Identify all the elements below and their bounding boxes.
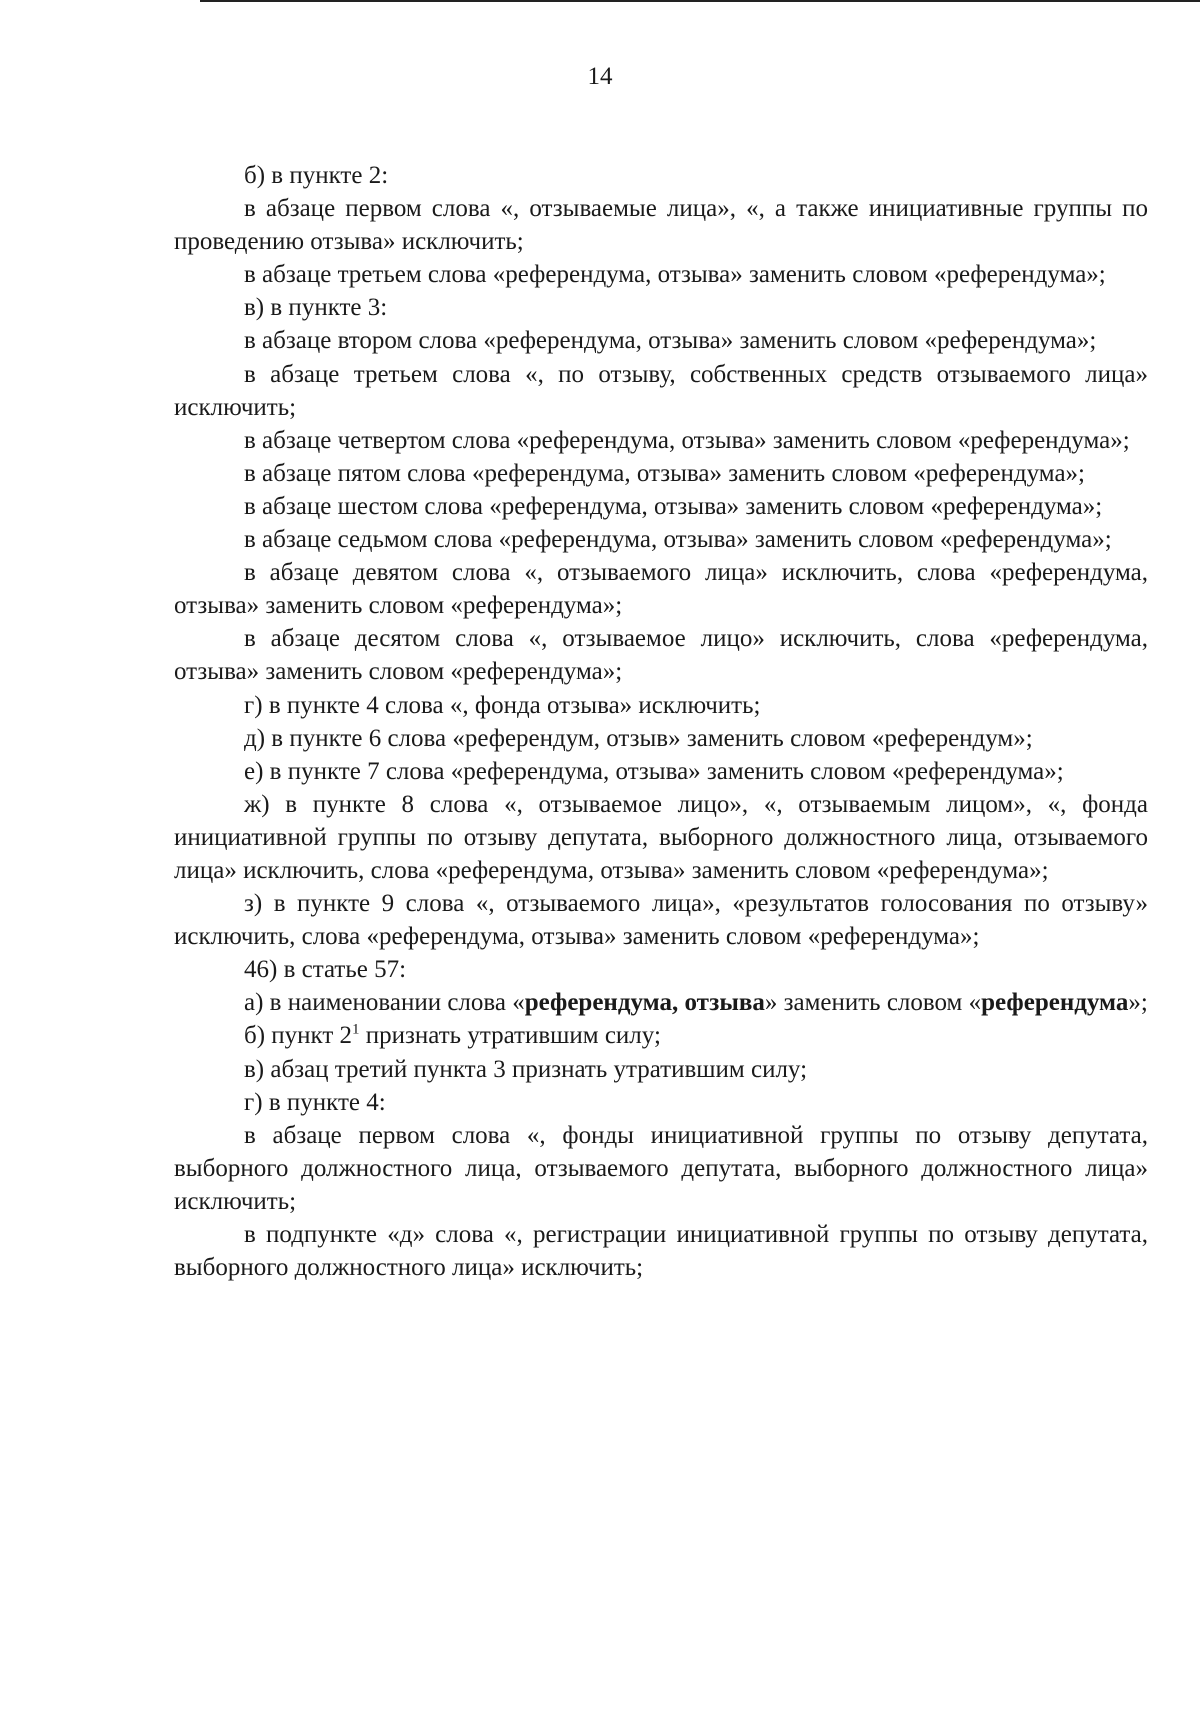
paragraph: з) в пункте 9 слова «, отзываемого лица», «результатов голосования по отзыву» исключить, слова «референдума, отзыва» заменить словом «референдума»; <box>174 890 1148 951</box>
paragraph: в) в пункте 3: <box>244 294 388 322</box>
page-number: 14 <box>587 63 613 90</box>
text-segment: »; <box>1128 989 1148 1017</box>
superscript: 1 <box>352 1022 360 1039</box>
paragraph: в абзаце шестом слова «референдума, отзыва» заменить словом «референдума»; <box>244 492 1103 520</box>
paragraph: в абзаце пятом слова «референдума, отзыва» заменить словом «референдума»; <box>244 459 1086 487</box>
article-heading-paragraph: 46) в статье 57: <box>244 956 407 984</box>
paragraph: в абзаце третьем слова «референдума, отзыва» заменить словом «референдума»; <box>244 261 1106 289</box>
paragraph: в абзаце третьем слова «, по отзыву, собственных средств отзываемого лица» исключить; <box>174 360 1148 421</box>
text-segment: а) в наименовании слова « <box>244 989 525 1017</box>
paragraph: г) в пункте 4 слова «, фонда отзыва» исключить; <box>244 691 761 719</box>
text-segment: » заменить словом « <box>764 989 982 1017</box>
paragraph: в абзаце первом слова «, фонды инициативной группы по отзыву депутата, выборного должностного лица, отзываемого депутата, выборного должностного лица» исключить; <box>174 1121 1148 1215</box>
paragraph: б) в пункте 2: <box>244 162 389 189</box>
text-segment: признать утратившим силу; <box>359 1022 661 1050</box>
paragraph: в абзаце девятом слова «, отзываемого лица» исключить, слова «референдума, отзыва» заменить словом «референдума»; <box>174 559 1148 620</box>
paragraph: в абзаце втором слова «референдума, отзыва» заменить словом «референдума»; <box>244 327 1097 355</box>
paragraph: ж) в пункте 8 слова «, отзываемое лицо», «, отзываемым лицом», «, фонда инициативной группы по отзыву депутата, выборного должностного лица, отзываемого лица» исключить, слова «референдума, отзыва» заменить словом «референдума»; <box>174 790 1148 884</box>
paragraph: в подпункте «д» слова «, регистрации инициативной группы по отзыву депутата, выборного должностного лица» исключить; <box>174 1221 1148 1282</box>
top-border-line <box>200 0 1200 2</box>
bold-term: референдума <box>981 989 1129 1017</box>
paragraph: д) в пункте 6 слова «референдум, отзыв» заменить словом «референдум»; <box>244 724 1033 752</box>
paragraph: в абзаце первом слова «, отзываемые лица», «, а также инициативные группы по проведению отзыва» исключить; <box>174 195 1148 256</box>
paragraph: в) абзац третий пункта 3 признать утратившим силу; <box>244 1055 808 1083</box>
paragraph: в абзаце четвертом слова «референдума, отзыва» заменить словом «референдума»; <box>244 426 1130 454</box>
paragraph-title-amendment <box>174 986 1148 1019</box>
paragraph: е) в пункте 7 слова «референдума, отзыва» заменить словом «референдума»; <box>244 757 1064 785</box>
paragraph-superscript-item <box>174 1019 1148 1052</box>
paragraph: г) в пункте 4: <box>244 1088 386 1116</box>
bold-term: референдума, отзыва <box>524 989 765 1017</box>
document-body <box>174 159 1148 1284</box>
paragraph: в абзаце седьмом слова «референдума, отзыва» заменить словом «референдума»; <box>244 526 1112 554</box>
paragraph: в абзаце десятом слова «, отзываемое лицо» исключить, слова «референдума, отзыва» заменить словом «референдума»; <box>174 625 1148 686</box>
text-segment: б) пункт 2 <box>244 1022 353 1050</box>
